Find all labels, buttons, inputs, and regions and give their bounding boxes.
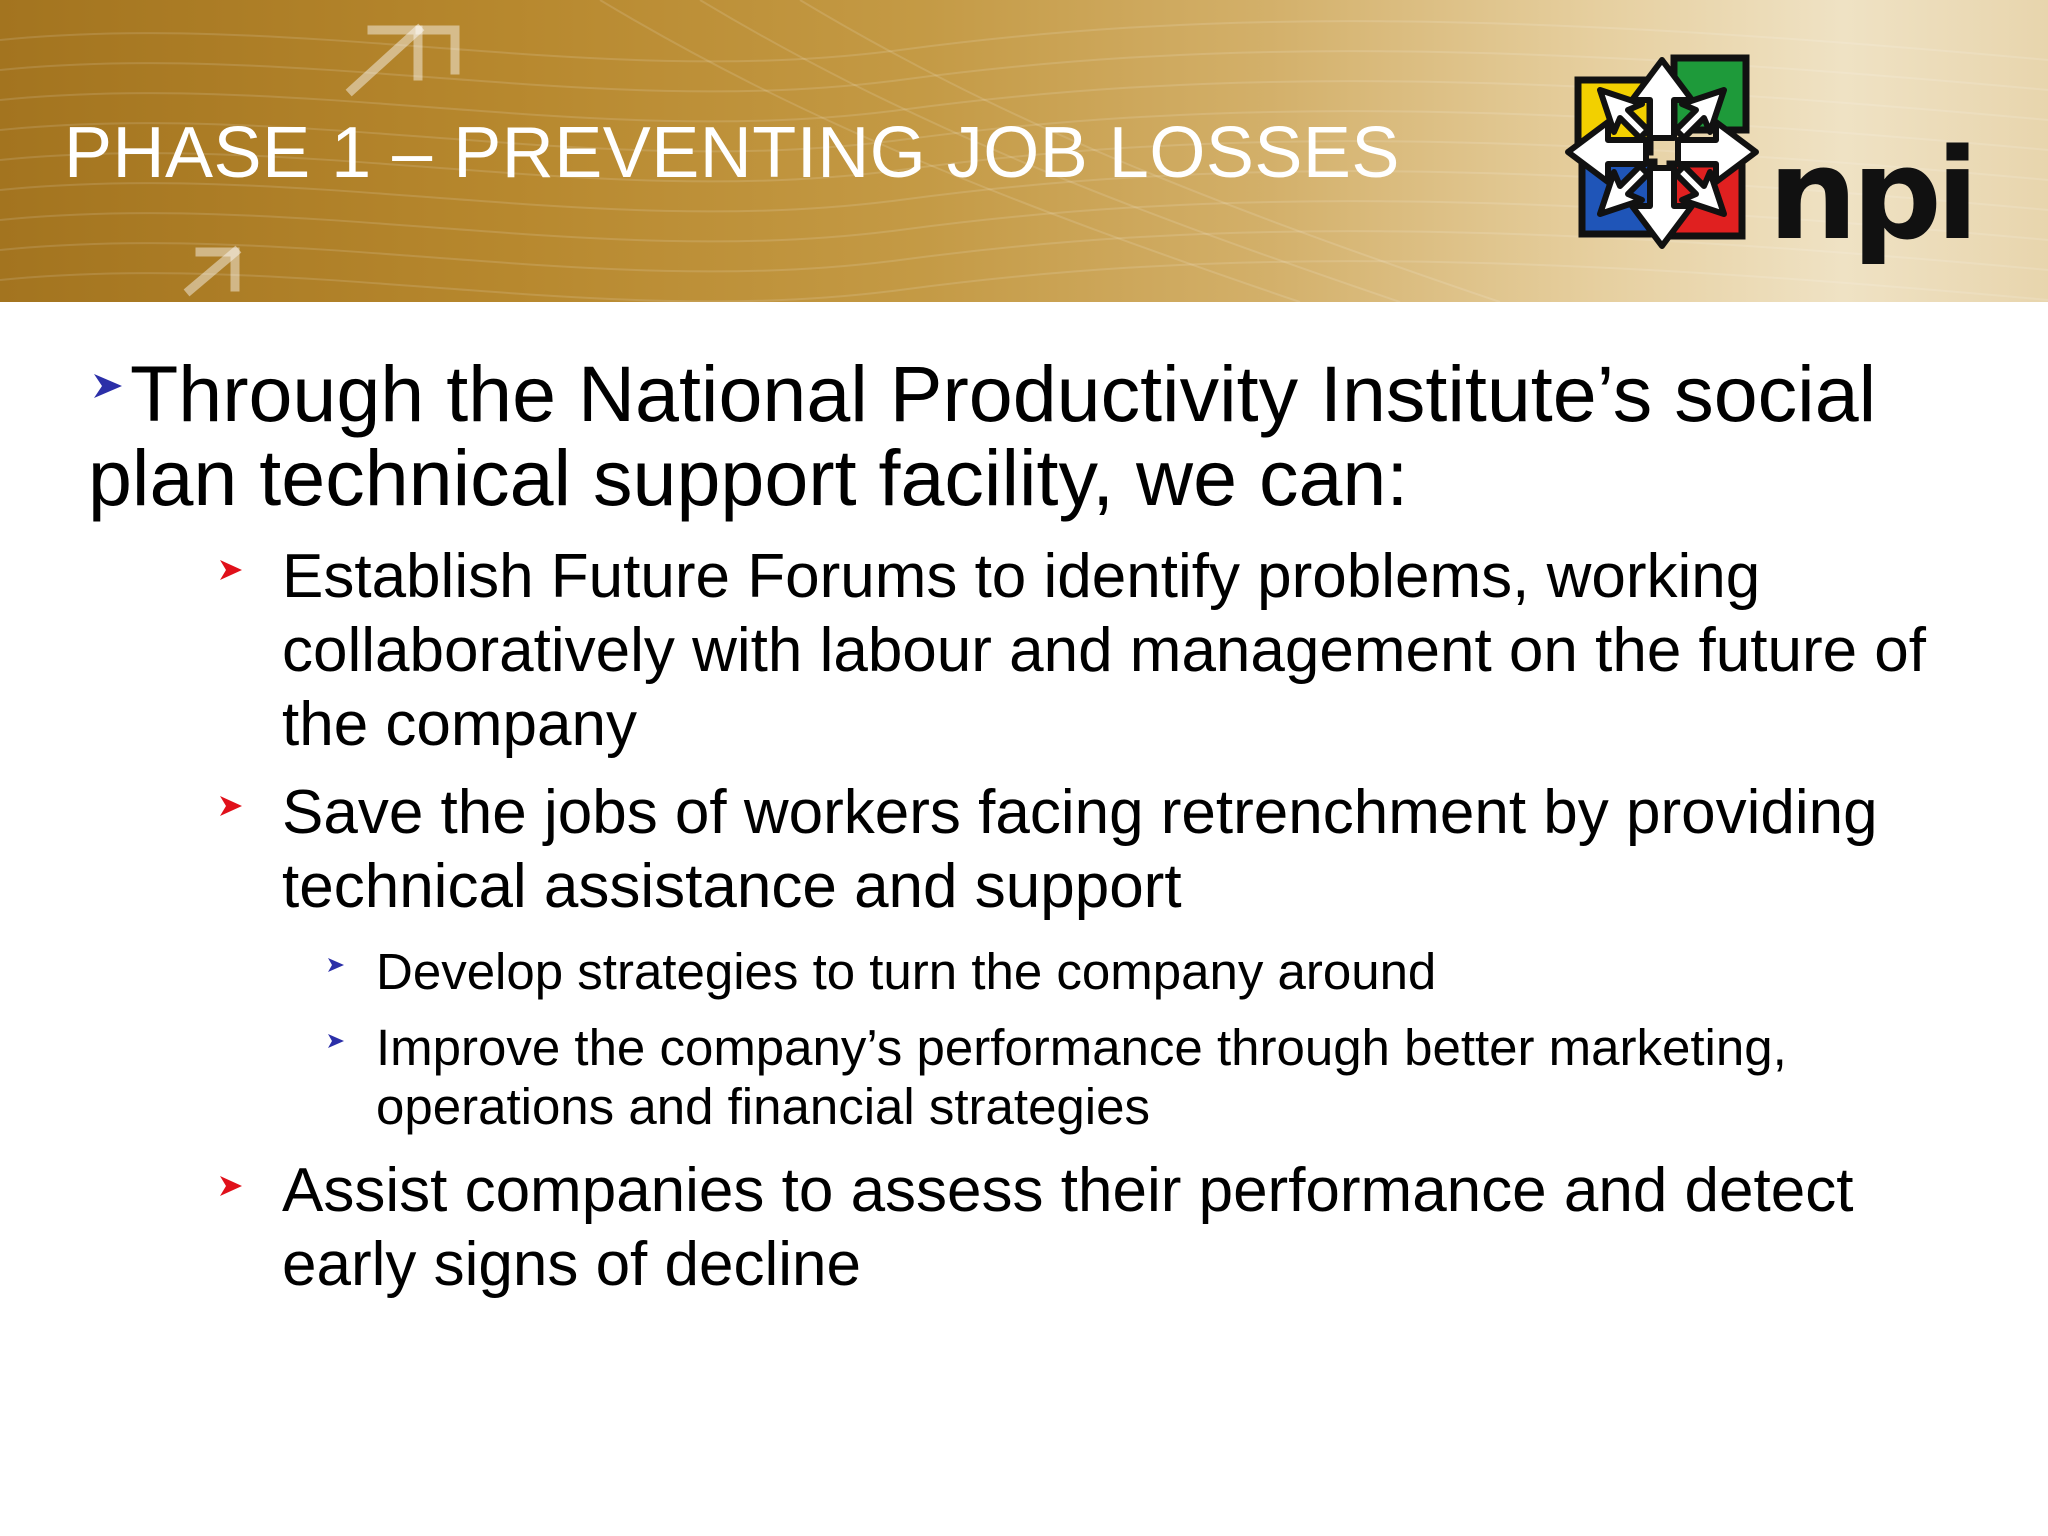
sub-list-item: Develop strategies to turn the company around (376, 943, 1437, 1000)
intro-paragraph: Through the National Productivity Institute’s social plan technical support facility, we can: (88, 349, 1877, 522)
header-banner (0, 0, 2048, 302)
sub-list-item: Improve the company’s performance through better marketing, operations and financial strategies (376, 1019, 1787, 1135)
bullet-arrow-icon (218, 794, 244, 818)
bullet-arrow-icon (326, 1032, 346, 1050)
list-item: Assist companies to assess their performance and detect early signs of decline (282, 1156, 1854, 1299)
list-item: Establish Future Forums to identify problems, working collaboratively with labour and management on the future of the company (282, 542, 1926, 759)
slide-title: PHASE 1 – PREVENTING JOB LOSSES (64, 113, 1400, 193)
npi-arrows-logo-icon (1562, 52, 1762, 252)
bullet-arrow-icon (218, 558, 244, 582)
bullet-arrow-icon (326, 956, 346, 974)
list-item: Save the jobs of workers facing retrenchment by providing technical assistance and support (282, 778, 1878, 921)
logo-wordmark: npi (1768, 121, 1974, 268)
bullet-arrow-icon (218, 1174, 244, 1198)
npi-logo (1562, 52, 1974, 268)
